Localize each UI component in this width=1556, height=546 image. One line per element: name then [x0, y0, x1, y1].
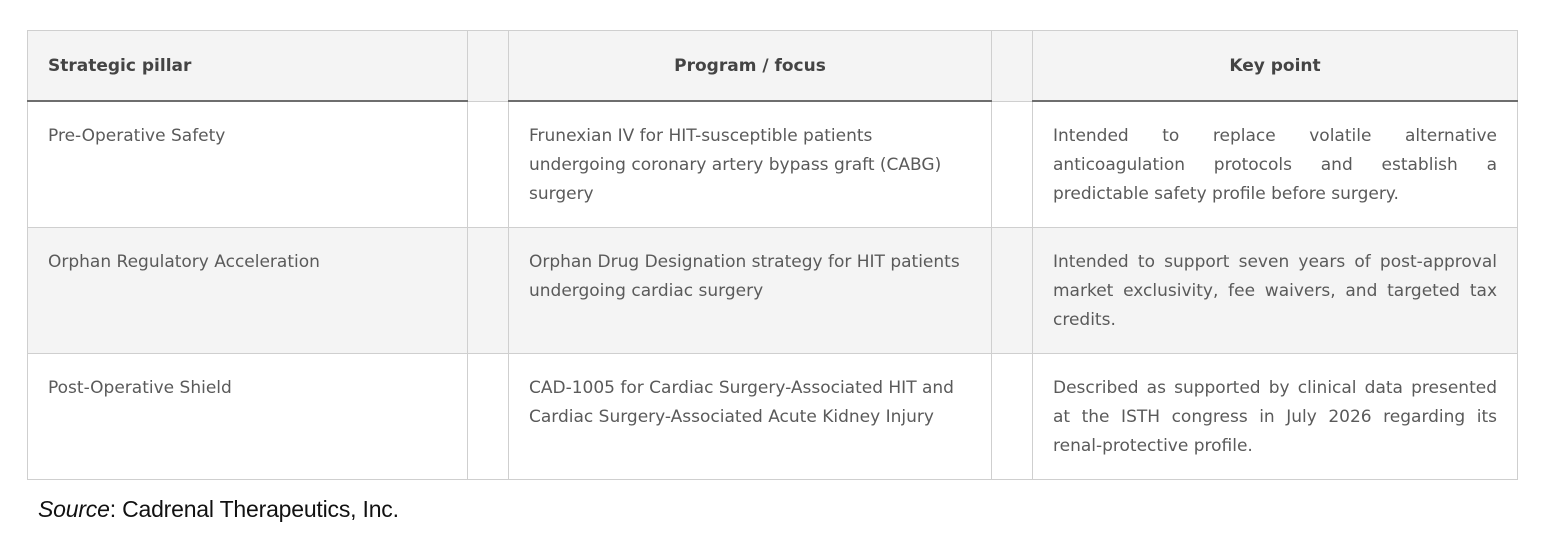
- source-text: : Cadrenal Therapeutics, Inc.: [109, 496, 399, 522]
- header-spacer: [992, 31, 1033, 102]
- strategy-table-container: [27, 30, 1517, 480]
- header-key-point: Key point: [1033, 31, 1518, 102]
- cell-spacer: [468, 101, 509, 227]
- table-header-row: [28, 31, 1518, 102]
- cell-key-point: Described as supported by clinical data presented at the ISTH congress in July 2026 regarding its renal-protective profile.: [1033, 353, 1518, 479]
- cell-program: CAD-1005 for Cardiac Surgery-Associated HIT and Cardiac Surgery-Associated Acute Kidney Injury: [509, 353, 992, 479]
- cell-key-point: Intended to replace volatile alternative anticoagulation protocols and establish a predictable safety profile before surgery.: [1033, 101, 1518, 227]
- cell-key-point: Intended to support seven years of post-approval market exclusivity, fee waivers, and targeted tax credits.: [1033, 227, 1518, 353]
- header-program-focus: Program / focus: [509, 31, 992, 102]
- cell-program: Frunexian IV for HIT-susceptible patients undergoing coronary artery bypass graft (CABG) surgery: [509, 101, 992, 227]
- cell-spacer: [992, 227, 1033, 353]
- cell-pillar: Orphan Regulatory Acceleration: [28, 227, 468, 353]
- source-label: Source: [38, 496, 110, 522]
- cell-spacer: [468, 353, 509, 479]
- cell-spacer: [992, 101, 1033, 227]
- cell-pillar: Pre-Operative Safety: [28, 101, 468, 227]
- header-spacer: [468, 31, 509, 102]
- cell-program: Orphan Drug Designation strategy for HIT patients undergoing cardiac surgery: [509, 227, 992, 353]
- table-row: [28, 101, 1518, 227]
- cell-spacer: [992, 353, 1033, 479]
- strategy-table: [27, 30, 1518, 480]
- cell-spacer: [468, 227, 509, 353]
- source-note: [38, 496, 399, 523]
- table-row: [28, 227, 1518, 353]
- cell-pillar: Post-Operative Shield: [28, 353, 468, 479]
- table-row: [28, 353, 1518, 479]
- header-strategic-pillar: Strategic pillar: [28, 31, 468, 102]
